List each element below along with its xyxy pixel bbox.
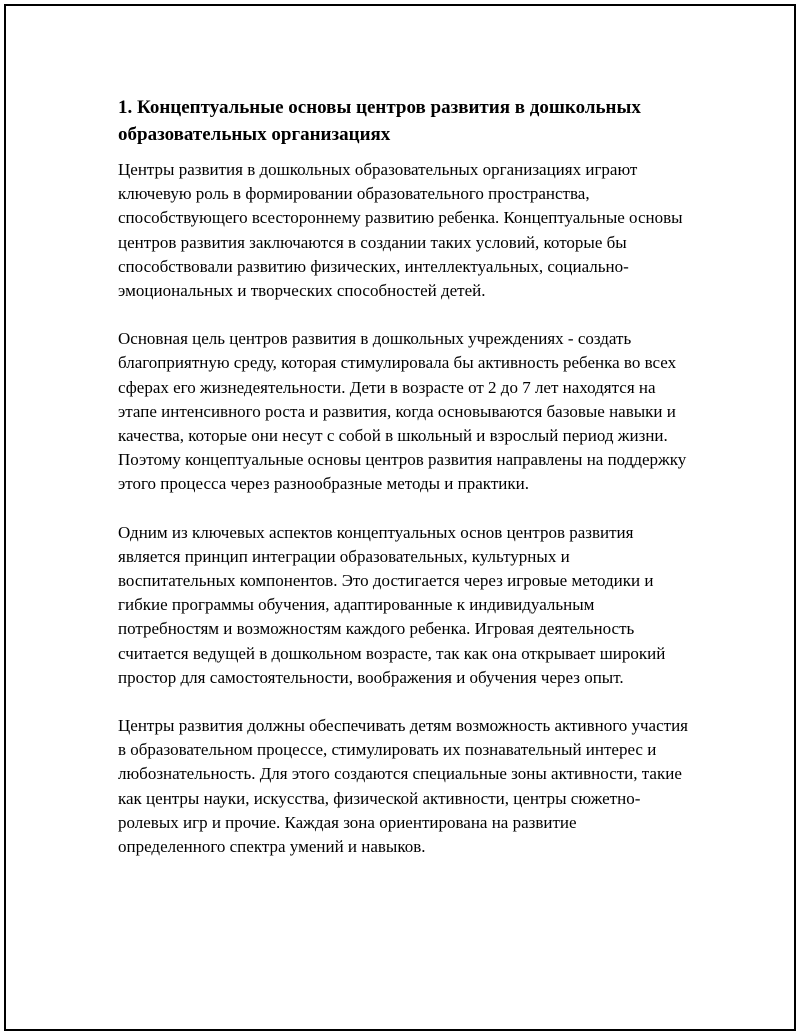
- section-heading: 1. Концептуальные основы центров развития в дошкольных образовательных организациях: [118, 97, 641, 145]
- paragraph-2: Основная цель центров развития в дошкольных учреждениях - создать благоприятную среду, которая стимулировала бы активность ребенка во всех сферах его жизнедеятельности. Дети в возрасте от 2 до 7 лет находятся на этапе интенсивного роста и развития, когда основываются базовые навыки и качества, которые они несут с собой в школьный и взрослый период жизни. Поэтому концептуальные основы центров развития направлены на поддержку этого процесса через разнообразные методы и практики.: [118, 329, 687, 494]
- paragraph-4: Центры развития должны обеспечивать детям возможность активного участия в образовательном процессе, стимулировать их познавательный интерес и любознательность. Для этого создаются специальные зоны активности, такие как центры науки, искусства, физической активности, центры сюжетно-ролевых игр и прочие. Каждая зона ориентирована на развитие определенного спектра умений и навыков.: [118, 716, 688, 857]
- paragraph-1: Центры развития в дошкольных образовательных организациях играют ключевую роль в формировании образовательного пространства, способствующего всестороннему развитию ребенка. Концептуальные основы центров развития заключаются в создании таких условий, которые бы способствовали развитию физических, интеллектуальных, социально-эмоциональных и творческих способностей детей.: [118, 160, 683, 301]
- paragraph-3: Одним из ключевых аспектов концептуальных основ центров развития является принцип интеграции образовательных, культурных и воспитательных компонентов. Это достигается через игровые методики и гибкие программы обучения, адаптированные к индивидуальным потребностям и возможностям каждого ребенка. Игровая деятельность считается ведущей в дошкольном возрасте, так как она открывает широкий простор для самостоятельности, воображения и обучения через опыт.: [118, 522, 666, 687]
- document-body: [118, 94, 688, 883]
